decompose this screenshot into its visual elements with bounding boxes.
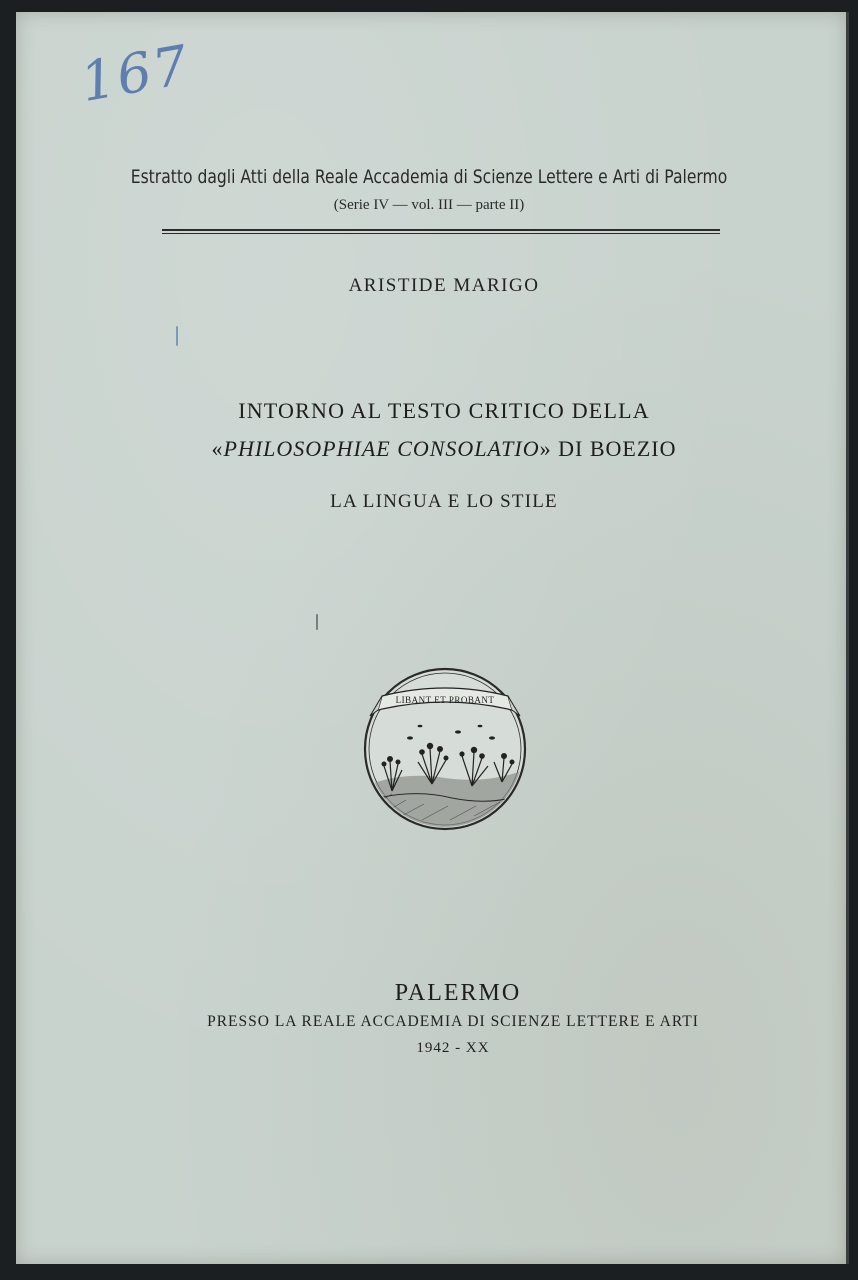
title-line-2: [0, 436, 858, 462]
title-italic-work: PHILOSOPHIAE CONSOLATIO: [223, 436, 540, 461]
header-rule-thick: [162, 229, 720, 231]
series-info: (Serie IV — vol. III — parte II): [333, 197, 525, 213]
author-name: ARISTIDE MARIGO: [348, 275, 540, 296]
stray-mark: [316, 614, 318, 630]
extract-header: Estratto dagli Atti della Reale Accademia di Scienze Lettere e Arti di Palermo: [130, 166, 728, 188]
close-quote: »: [539, 436, 552, 461]
seal-motto: LIBANT ET PROBANT: [395, 695, 495, 705]
header-rule-thin: [162, 233, 720, 234]
subtitle: LA LINGUA E LO STILE: [330, 491, 558, 512]
imprint-publisher: PRESSO LA REALE ACCADEMIA DI SCIENZE LETTERE E ARTI: [207, 1013, 699, 1030]
title-line-1: INTORNO AL TESTO CRITICO DELLA: [238, 398, 650, 423]
open-quote: «: [211, 436, 224, 461]
stray-pen-mark: [176, 326, 178, 346]
title-rest: DI BOEZIO: [558, 436, 677, 461]
academy-seal-icon: [362, 666, 528, 832]
handwritten-number: 167: [76, 33, 195, 115]
imprint-year: 1942 - XX: [416, 1040, 490, 1056]
imprint-city: PALERMO: [394, 980, 522, 1006]
